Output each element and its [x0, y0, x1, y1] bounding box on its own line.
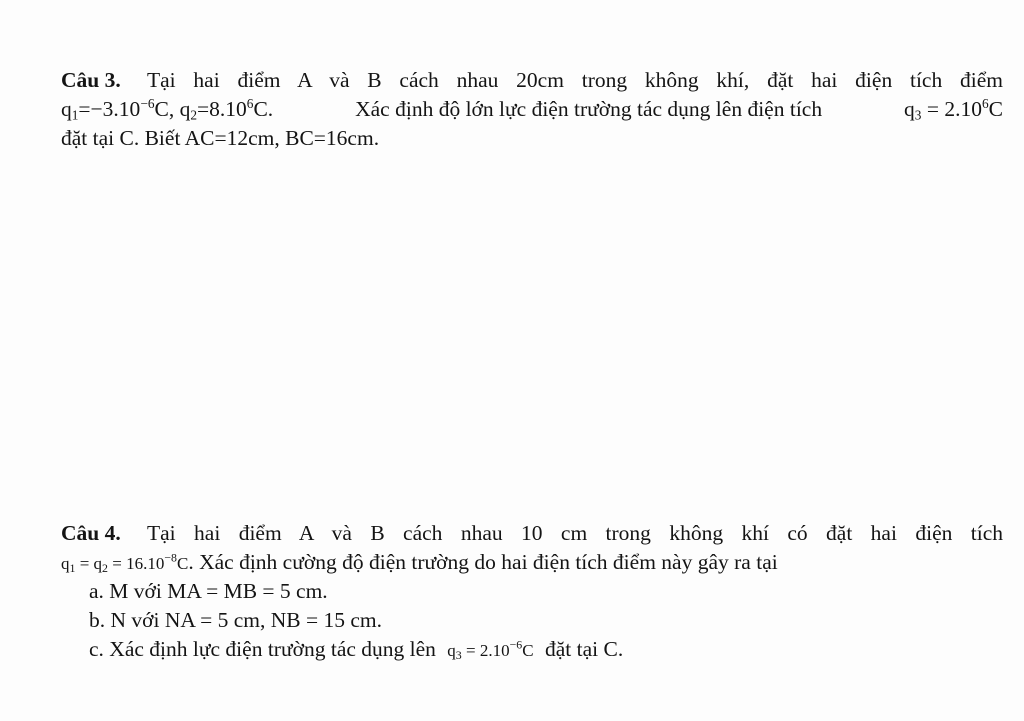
formula-unit: C — [177, 554, 189, 573]
q1-subscript: 1 — [71, 107, 79, 123]
formula-q2-symbol: q — [93, 554, 103, 573]
q1-symbol: q — [61, 97, 72, 121]
question-3 — [61, 66, 1003, 153]
item-c-q3-exponent: −6 — [509, 637, 523, 652]
item-a-text: a. M với MA = MB = 5 cm. — [89, 579, 328, 603]
item-c-q3 — [447, 637, 534, 662]
q1-unit: C, — [154, 97, 175, 121]
question-3-line-3 — [61, 124, 1003, 153]
item-c-q3-symbol: q — [447, 641, 456, 660]
q3-exponent: 6 — [981, 95, 989, 111]
q3-subscript: 3 — [914, 107, 922, 123]
item-c-q3-unit: C — [522, 641, 534, 660]
q3-value: = 2.10 — [921, 97, 982, 121]
question-4-line-1 — [61, 519, 1003, 548]
formula-q1-q2 — [61, 550, 189, 575]
q2-exponent: 6 — [246, 95, 254, 111]
q2-value: =8.10 — [197, 97, 247, 121]
question-3-line-2 — [61, 95, 1003, 124]
q2-unit: C. — [253, 97, 274, 121]
formula-q1-subscript: 1 — [69, 560, 76, 575]
question-4-label: Câu 4. — [61, 521, 121, 545]
item-c-text-start: c. Xác định lực điện trường tác dụng lên — [89, 637, 436, 661]
item-c-text-end: đặt tại C. — [544, 637, 624, 661]
question-4-text-2: . Xác định cường độ điện trường do hai điện tích điểm này gây ra tại — [188, 550, 778, 574]
question-4-text-1: Tại hai điểm A và B cách nhau 10 cm trong không khí có đặt hai điện tích — [147, 521, 1003, 545]
question-4-item-c — [61, 635, 1003, 664]
question-3-text-mid: Xác định độ lớn lực điện trường tác dụng lên điện tích — [355, 97, 823, 121]
q2-symbol: q — [179, 97, 191, 121]
q3-symbol: q — [904, 97, 915, 121]
charge-q3 — [904, 95, 1003, 124]
formula-value: = 16.10 — [108, 554, 165, 573]
q1-value: =−3.10 — [78, 97, 141, 121]
question-3-line-1 — [61, 66, 1003, 95]
question-4-line-2 — [61, 548, 1003, 577]
question-3-label: Câu 3. — [61, 68, 121, 92]
item-c-q3-value: = 2.10 — [461, 641, 510, 660]
question-3-text-1: Tại hai điểm A và B cách nhau 20cm trong không khí, đặt hai điện tích điểm — [147, 68, 1003, 92]
question-4 — [61, 519, 1003, 664]
formula-exponent: −8 — [164, 550, 177, 565]
q2-subscript: 2 — [190, 107, 198, 123]
formula-q1-symbol: q — [61, 554, 70, 573]
formula-q2-subscript: 2 — [102, 560, 108, 575]
item-c-q3-subscript: 3 — [455, 647, 462, 662]
question-3-text-3: đặt tại C. Biết AC=12cm, BC=16cm. — [61, 126, 380, 150]
formula-equals: = — [75, 554, 94, 573]
item-b-text: b. N với NA = 5 cm, NB = 15 cm. — [89, 608, 383, 632]
charges-q1-q2 — [61, 95, 273, 124]
q1-exponent: −6 — [140, 95, 155, 111]
question-4-item-a — [61, 577, 1003, 606]
q3-unit: C — [988, 97, 1003, 121]
question-4-item-b — [61, 606, 1003, 635]
